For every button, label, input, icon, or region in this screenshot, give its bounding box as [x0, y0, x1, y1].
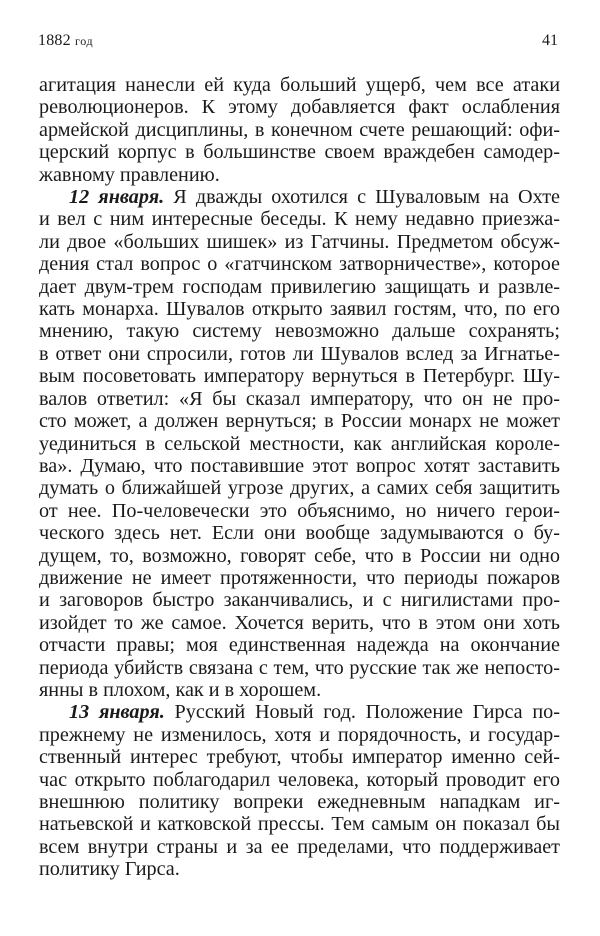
entry-date: 13 января.	[69, 701, 165, 724]
text-line: армейской дисциплины, в конечном счете решающий: офи-	[39, 118, 560, 141]
running-head-year: 1882	[38, 32, 71, 49]
text-line: дает двум-трем господам привилегию защищать и развле-	[39, 275, 560, 298]
body-text	[39, 74, 560, 881]
text-line-first	[39, 186, 560, 208]
page-number: 41	[542, 32, 558, 49]
text-line: час открыто поблагодарил человека, который проводит его	[39, 768, 560, 791]
text-line: движение не имеет протяженности, что периоды пожаров	[39, 566, 560, 589]
text-line: агитация нанесли ей куда больший ущерб, чем все атаки	[39, 74, 560, 96]
text-line: от нее. По-человечески это объяснимо, но ничего герои-	[39, 499, 560, 522]
text-line: изойдет то же самое. Хочется верить, что в этом они хоть	[39, 611, 560, 634]
entry-date: 12 января.	[69, 186, 165, 209]
running-head-year-suffix: год	[75, 34, 94, 48]
text-line: валов ответил: «Я бы сказал императору, что он не про-	[39, 387, 560, 410]
text-line: уединиться в сельской местности, как английская короле-	[39, 432, 560, 455]
text-line: периода убийств связана с тем, что русские так же непосто-	[39, 656, 560, 679]
text-line: революционеров. К этому добавляется факт ослабления	[39, 96, 560, 119]
text-line: мнению, такую систему невозможно дальше сохранять;	[39, 320, 560, 343]
text-line: и вел с ним интересные беседы. К нему недавно приезжа-	[39, 208, 560, 231]
text-line: сто может, а должен вернуться; в России монарх не может	[39, 410, 560, 433]
text-line: ческого здесь нет. Если они вообще задумываются о бу-	[39, 522, 560, 545]
running-head	[38, 32, 93, 50]
text-line: дущем, то, возможно, говорят себе, что в России ни одно	[39, 544, 560, 567]
text-line: и заговоров быстро заканчивались, и с нигилистами про-	[39, 589, 560, 612]
text-line: натьевской и катковской прессы. Тем самым он показал бы	[39, 813, 560, 836]
text-line: жавному правлению.	[39, 163, 220, 186]
text-line-rest: Русский Новый год. Положение Гирса по-	[164, 701, 560, 724]
text-line: прежнему не изменилось, хотя и порядочность, и государ-	[39, 723, 560, 746]
text-line: вым посоветовать императору вернуться в Петербург. Шу-	[39, 365, 560, 388]
text-line: отчасти правы; моя единственная надежда на окончание	[39, 634, 560, 657]
paragraph	[39, 74, 560, 186]
text-line-first	[39, 701, 560, 723]
text-line: ва». Думаю, что поставившие этот вопрос хотят заставить	[39, 454, 560, 477]
text-line: политику Гирса.	[39, 858, 180, 881]
text-line: янны в плохом, как и в хорошем.	[39, 678, 322, 701]
paragraph-entry-12-january	[39, 186, 560, 701]
text-line-rest: Я дважды охотился с Шуваловым на Охте	[164, 186, 561, 209]
text-line: внешнюю политику вопреки ежедневным нападкам иг-	[39, 791, 560, 813]
text-line: дения стал вопрос о «гатчинском затворничестве», которое	[39, 253, 560, 276]
text-line: в ответ они спросили, готов ли Шувалов вслед за Игнатье-	[39, 342, 560, 365]
text-line: думать о ближайшей угрозе других, а самих себя защитить	[39, 477, 560, 500]
text-line: ственный интерес требуют, чтобы император именно сей-	[39, 746, 560, 769]
text-line: кать монарха. Шувалов открыто заявил гостям, что, по его	[39, 298, 560, 321]
text-line: ли двое «больших шишек» из Гатчины. Предметом обсуж-	[39, 230, 560, 253]
paragraph-entry-13-january	[39, 701, 560, 880]
text-line: церский корпус в большинстве своем враждебен самодер-	[39, 141, 560, 164]
text-line: всем внутри страны и за ее пределами, что поддерживает	[39, 835, 560, 858]
